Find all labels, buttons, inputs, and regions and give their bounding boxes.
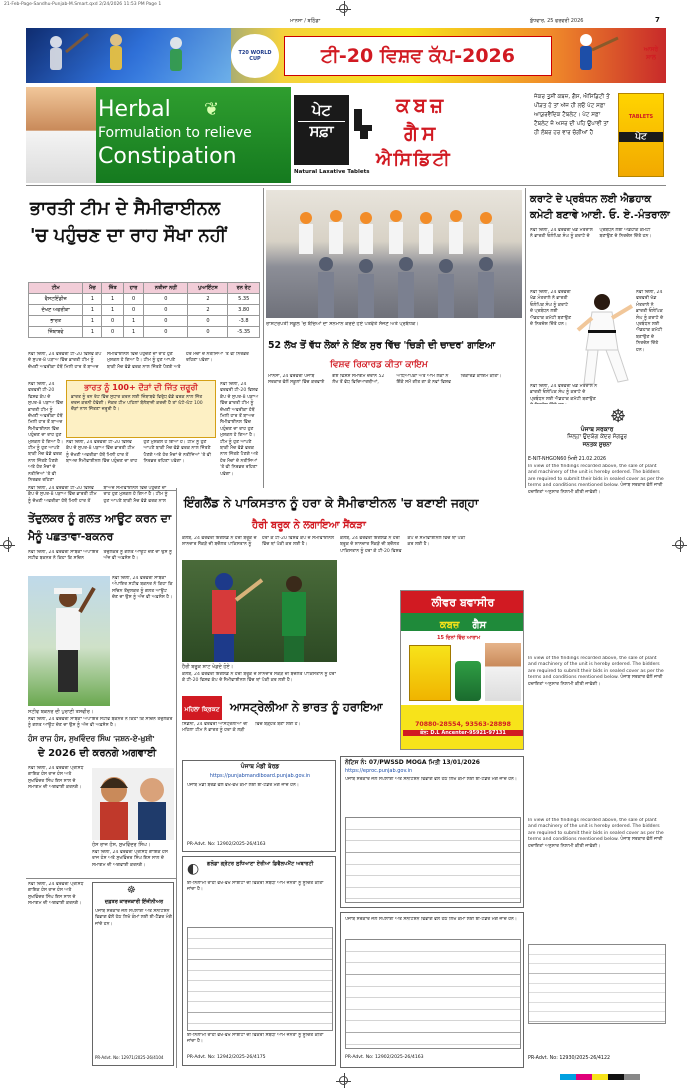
table-cell: 0 (123, 305, 144, 316)
story3-headline-2: ਕਮੇਟੀ ਬਣਾਵੇ ਆਈ. ਓ. ਏ.-ਮੰਤਰਾਲਾ (530, 210, 670, 221)
umpire-icon (28, 576, 110, 706)
cricket-batsman-icon (556, 28, 636, 83)
tender-rb-body: ਪੰਜਾਬ ਸਰਕਾਰ ਜਲ ਸਪਲਾਈ ਅਤੇ ਸੈਨੀਟੇਸ਼ਨ ਵਿਭਾਗ ਵੱਲੋਂ ਹੇਠ ਲਿਖੇ ਕੰਮਾਂ ਲਈ ਈ-ਟੈਂਡਰ ਮੰਗੇ ਜਾਂਦੇ ਹਨ। (345, 917, 518, 922)
color-bar (560, 1074, 640, 1080)
story5-sub: ਹੈਰੀ ਬਰੂਕ ਨੇ ਲਗਾਇਆ ਸੈਂਕੜਾ (252, 520, 366, 531)
tender-mid-url: https://punjabmandiboard.punjab.gov.in (209, 773, 311, 779)
piles-sub-bar (401, 613, 524, 631)
story1-sub-box (66, 380, 216, 438)
small-tender-box (92, 882, 174, 1066)
story5-body: ਕੋਲੰਬੋ, 24 ਫਰਵਰੀ ਇੰਗਲੈਂਡ ਨੇ ਹੈਰੀ ਬਰੂਕ ਦੇ ਸ਼ਾਨਦਾਰ ਸੈਂਕੜੇ ਦੀ ਬਦੌਲਤ ਪਾਕਿਸਤਾਨ ਨੂੰ ਹਰਾ ਕੇ ਟੀ-20 ਵਿਸ਼ਵ ਕੱਪ ਦੇ ਸੈਮੀਫਾਈਨਲ ਵਿੱਚ ਥਾਂ ਪੱਕੀ ਕਰ ਲਈ ਹੈ। (182, 536, 335, 548)
registration-mark-left (3, 540, 12, 549)
story1-body-right: ਨਵੀਂ ਦਿੱਲੀ, 24 ਫਰਵਰੀ ਟੀ-20 ਵਿਸ਼ਵ ਕੱਪ ਦੇ ਸੁਪਰ-8 ਪੜਾਅ ਵਿੱਚ ਭਾਰਤੀ ਟੀਮ ਨੂੰ ਦੱਖਣੀ ਅਫਰੀਕਾ ਹੱਥੋਂ ਮਿਲੀ ਹਾਰ ਤੋਂ ਬਾਅਦ ਸੈਮੀਫਾਈਨਲ ਵਿੱਚ ਪਹੁੰਚਣ ਦਾ ਰਾਹ ਹੁਣ ਮੁਸ਼ਕਲ ਹੋ ਗਿਆ ਹੈ। ਟੀਮ ਨੂੰ ਹੁਣ ਆਪਣੇ ਬਾਕੀ ਮੈਚ ਵੱਡੇ ਫਰਕ ਨਾਲ ਜਿੱਤਣੇ ਪੈਣਗੇ ਅਤੇ ਹੋਰ ਮੈਚਾਂ ਦੇ ਨਤੀਜਿਆਂ 'ਤੇ ਵੀ ਨਿਰਭਰ ਰਹਿਣਾ ਪਵੇਗਾ। (220, 382, 259, 477)
herbal-right-text: ਜੇਕਰ ਤੁਸੀਂ ਕਬਜ਼, ਗੈਸ, ਐਸਿਡਿਟੀ ਤੋਂ ਪੀੜਤ ਹੋ ਤਾਂ ਅੱਜ ਹੀ ਲਓ ਪੇਟ ਸਫ਼ਾ ਆਯੁਰਵੈਦਿਕ ਟੈਬਲੇਟ। ਪੇਟ ਸਫ਼ਾ ਟੈਬਲੇਟ ਜ਼ੋ ਅਸਰ ਦੀ ਪਹਿ ਉਪਾਵੀ ਤਾਂ ਹੀ ਲੰਬਰ ਹਰ ਵਾਰ ਚੰਗੀਆਂ ਹੈ (534, 94, 610, 136)
page-number: 7 (655, 16, 660, 24)
story6-headline: ਆਸਟ੍ਰੇਲੀਆ ਨੇ ਭਾਰਤ ਨੂੰ ਹਰਾਇਆ (230, 700, 383, 714)
piles-phone: 70880-28554, 93563-28898 (415, 721, 511, 728)
page-city: ਮਾਨਸਾ / ਬਠਿੰਡਾ (290, 18, 321, 24)
table-header: ਪੁਆਇੰਟਸ (188, 283, 228, 294)
tender-top-ref: ਨੋਟਿਸ ਨੰ: 07/PWSSD MOGA ਮਿਤੀ 13/01/2026 (345, 759, 480, 766)
small-tender-title: ਦਫ਼ਤਰ ਕਾਰਜਕਾਰੀ ਇੰਜੀਨੀਅਰ (104, 899, 164, 905)
rule-story7 (26, 878, 176, 879)
story5-body-mid: ਕੋਲੰਬੋ, 24 ਫਰਵਰੀ ਇੰਗਲੈਂਡ ਨੇ ਹੈਰੀ ਬਰੂਕ ਦੇ ਸ਼ਾਨਦਾਰ ਸੈਂਕੜੇ ਦੀ ਬਦੌਲਤ ਪਾਕਿਸਤਾਨ ਨੂੰ ਹਰਾ ਕੇ ਟੀ-20 ਵਿਸ਼ਵ ਕੱਪ ਦੇ ਸੈਮੀਫਾਈਨਲ ਵਿੱਚ ਥਾਂ ਪੱਕੀ ਕਰ ਲਈ ਹੈ। (182, 672, 336, 684)
product-pack (618, 93, 664, 177)
singers-caption: ਹੰਸ ਰਾਜ ਹੰਸ, ਸੁਖਵਿੰਦਰ ਸਿੰਘ। (92, 842, 151, 848)
pack-brand: ਪੇਟ (619, 132, 663, 142)
story5-headline: ਇੰਗਲੈਂਡ ਨੇ ਪਾਕਿਸਤਾਨ ਨੂੰ ਹਰਾ ਕੇ ਸੈਮੀਫਾਈਨਲ 'ਚ ਬਣਾਈ ਜਗ੍ਹਾ (184, 496, 479, 510)
story3-body-left: ਨਵੀਂ ਦਿੱਲੀ, 24 ਫਰਵਰੀ ਖੇਡ ਮੰਤਰਾਲੇ ਨੇ ਭਾਰਤੀ ਓਲੰਪਿਕ ਸੰਘ ਨੂੰ ਕਰਾਟੇ ਦੇ ਪ੍ਰਬੰਧਨ ਲਈ ਐਡਹਾਕ ਕਮੇਟੀ ਬਣਾਉਣ ਦੇ ਨਿਰਦੇਸ਼ ਦਿੱਤੇ ਹਨ। (530, 290, 572, 328)
herbal-line1: Herbal (98, 97, 171, 122)
table-cell: -5.35 (228, 327, 260, 338)
story7-body-right: ਨਵੀਂ ਦਿੱਲੀ, 24 ਫਰਵਰੀ ਪ੍ਰਸਿੱਧ ਗਾਇਕ ਹੰਸ ਰਾਜ ਹੰਸ ਅਤੇ ਸੁਖਵਿੰਦਰ ਸਿੰਘ ਇਸ ਸਾਲ ਦੇ ਸਮਾਗਮ ਦੀ ਅਗਵਾਈ ਕਰਨਗੇ। (92, 850, 168, 868)
cricket-players-photo-icon (182, 560, 337, 662)
story2-headline: 52 ਲੱਖ ਤੋਂ ਵੱਧ ਲੋਕਾਂ ਨੇ ਇੱਕ ਸੁਰ ਵਿੱਚ 'ਚਿੜੀ ਦੀ ਚਾਦਰ' ਗਾਇਆ (268, 340, 495, 351)
brand-sub: Natural Laxative Tablets (294, 169, 370, 175)
school-photo (266, 190, 522, 318)
small-tender-pr: PR-Advt. No: 12971/2025-26/4104 (95, 1055, 164, 1060)
t20-logo-text: T20 WORLD CUP (238, 50, 272, 62)
herbal-ad (26, 87, 666, 183)
table-cell: ਵੈਸਟਇੰਡੀਜ਼ (29, 294, 83, 305)
emblem-icon: ☸ (127, 885, 136, 896)
story6-label-box (182, 696, 222, 720)
rule-v3 (176, 488, 177, 1068)
table-header: ਮੈਚ (83, 283, 102, 294)
story5-body-right: ਕੋਲੰਬੋ, 24 ਫਰਵਰੀ ਇੰਗਲੈਂਡ ਨੇ ਹੈਰੀ ਬਰੂਕ ਦੇ ਸ਼ਾਨਦਾਰ ਸੈਂਕੜੇ ਦੀ ਬਦੌਲਤ ਪਾਕਿਸਤਾਨ ਨੂੰ ਹਰਾ ਕੇ ਟੀ-20 ਵਿਸ਼ਵ ਕੱਪ ਦੇ ਸੈਮੀਫਾਈਨਲ ਵਿੱਚ ਥਾਂ ਪੱਕੀ ਕਰ ਲਈ ਹੈ। (340, 536, 466, 554)
story2-body: ਮਾਨਸਾ, 24 ਫਰਵਰੀ ਪੰਜਾਬ ਸਰਕਾਰ ਵੱਲੋਂ ਸਕੂਲਾਂ ਵਿੱਚ ਕਰਵਾਏ ਗਏ ਵਿਸ਼ੇਸ਼ ਸਮਾਗਮ ਦੌਰਾਨ 52 ਲੱਖ ਤੋਂ ਵੱਧ ਵਿਦਿਆਰਥੀਆਂ, ਅਧਿਆਪਕਾਂ ਅਤੇ ਆਮ ਲੋਕਾਂ ਨੇ ਇੱਕੋ ਸਮੇਂ ਗੀਤ ਗਾ ਕੇ ਨਵਾਂ ਵਿਸ਼ਵ ਰਿਕਾਰਡ ਕਾਇਮ ਕੀਤਾ। (268, 374, 502, 386)
cricket-players-icon (26, 28, 231, 83)
tender-top (340, 756, 524, 908)
table-row (29, 294, 260, 305)
story3-headline-1: ਕਰਾਟੇ ਦੇ ਪ੍ਰਬੰਧਨ ਲਈ ਐਡਹਾਕ (530, 194, 652, 205)
story3-body-right: ਨਵੀਂ ਦਿੱਲੀ, 24 ਫਰਵਰੀ ਖੇਡ ਮੰਤਰਾਲੇ ਨੇ ਭਾਰਤੀ ਓਲੰਪਿਕ ਸੰਘ ਨੂੰ ਕਰਾਟੇ ਦੇ ਪ੍ਰਬੰਧਨ ਲਈ ਐਡਹਾਕ ਕਮੇਟੀ ਬਣਾਉਣ ਦੇ ਨਿਰਦੇਸ਼ ਦਿੱਤੇ ਹਨ। (636, 290, 664, 353)
story4-body: ਨਵੀਂ ਦਿੱਲੀ, 24 ਫਰਵਰੀ ਸਾਬਕਾ ਅੰਪਾਇਰ ਸਟੀਵ ਬਕਨਰ ਨੇ ਕਿਹਾ ਕਿ ਸਚਿਨ ਤੇਂਦੁਲਕਰ ਨੂੰ ਗਲਤ ਆਊਟ ਦੇਣ ਦਾ ਉਸ ਨੂੰ ਅੱਜ ਵੀ ਅਫ਼ਸੋਸ ਹੈ। (28, 550, 173, 562)
tender-bottom-body-2: ਈ-ਨਿਲਾਮੀ ਰਾਹੀਂ ਵੱਖ-ਵੱਖ ਸਾਈਟਾਂ ਦੀ ਵਿਕਰੀ ਸਬੰਧੀ ਆਮ ਜਨਤਾ ਨੂੰ ਸੂਚਿਤ ਕੀਤਾ ਜਾਂਦਾ ਹੈ। (187, 1033, 324, 1045)
product-box-photo (409, 645, 451, 701)
piles-sub-1: ਕਬਜ਼ (439, 620, 460, 631)
tender-top-url: https://eproc.punjab.gov.in (345, 768, 413, 774)
table-cell: 1 (83, 305, 102, 316)
cricket-match-photo (182, 560, 337, 662)
tender-mid (182, 760, 336, 852)
table-cell: 1 (102, 305, 123, 316)
word-3: ਐਸਿਡਿਟੀ (376, 149, 452, 170)
story1-headline-1: ਭਾਰਤੀ ਟੀਮ ਦੇ ਸੈਮੀਫਾਈਨਲ (30, 198, 221, 219)
tender-right-bottom (340, 912, 524, 1068)
story6-label: ਮਹਿਲਾ ਕ੍ਰਿਕਟ (184, 706, 220, 713)
doctor-photo (485, 643, 521, 701)
table-header: ਨਤੀਜਾ ਨਹੀਂ (144, 283, 188, 294)
umpire-photo (28, 576, 110, 706)
tender-bottom-body: ਈ-ਨਿਲਾਮੀ ਰਾਹੀਂ ਵੱਖ-ਵੱਖ ਸਾਈਟਾਂ ਦੀ ਵਿਕਰੀ ਸਬੰਧੀ ਆਮ ਜਨਤਾ ਨੂੰ ਸੂਚਿਤ ਕੀਤਾ ਜਾਂਦਾ ਹੈ। (187, 881, 324, 893)
table-cell: 1 (83, 327, 102, 338)
table-cell: 0 (144, 305, 188, 316)
rule-top (26, 185, 666, 186)
notice-body: In view of the findings recorded above, the sale of plant and machinery of the unit is hereby ordered. The bidders are required to submit their bids in sealed cover as per the terms and conditions mentioned below. ਪੰਜਾਬ ਸਰਕਾਰ ਵੱਲੋਂ ਜਾਰੀ ਹਦਾਇਤਾਂ ਅਨੁਸਾਰ ਨਿਲਾਮੀ ਕੀਤੀ ਜਾਵੇਗੀ। (528, 464, 664, 495)
table-cell: 0 (102, 316, 123, 327)
table-header-row (29, 283, 260, 294)
story7-body-lower: ਨਵੀਂ ਦਿੱਲੀ, 24 ਫਰਵਰੀ ਪ੍ਰਸਿੱਧ ਗਾਇਕ ਹੰਸ ਰਾਜ ਹੰਸ ਅਤੇ ਸੁਖਵਿੰਦਰ ਸਿੰਘ ਇਸ ਸਾਲ ਦੇ ਸਮਾਗਮ ਦੀ ਅਗਵਾਈ ਕਰਨਗੇ। (28, 882, 84, 907)
piles-phone-bar (401, 705, 524, 750)
story7-body: ਨਵੀਂ ਦਿੱਲੀ, 24 ਫਰਵਰੀ ਪ੍ਰਸਿੱਧ ਗਾਇਕ ਹੰਸ ਰਾਜ ਹੰਸ ਅਤੇ ਸੁਖਵਿੰਦਰ ਸਿੰਘ ਇਸ ਸਾਲ ਦੇ ਸਮਾਗਮ ਦੀ ਅਗਵਾਈ ਕਰਨਗੇ। (28, 766, 84, 791)
piles-note: 15 ਦਿਨਾਂ ਵਿੱਚ ਆਰਾਮ (437, 635, 481, 641)
story1-sub-headline: ਭਾਰਤ ਨੂੰ 100+ ਦੌੜਾਂ ਦੀ ਜਿੱਤ ਜ਼ਰੂਰੀ (84, 383, 198, 392)
table-cell: 1 (102, 294, 123, 305)
player-silhouettes-right (556, 28, 636, 83)
table-cell: 0 (144, 316, 188, 327)
story4-body-lower: ਨਵੀਂ ਦਿੱਲੀ, 24 ਫਰਵਰੀ ਸਾਬਕਾ ਅੰਪਾਇਰ ਸਟੀਵ ਬਕਨਰ ਨੇ ਕਿਹਾ ਕਿ ਸਚਿਨ ਤੇਂਦੁਲਕਰ ਨੂੰ ਗਲਤ ਆਊਟ ਦੇਣ ਦਾ ਉਸ ਨੂੰ ਅੱਜ ਵੀ ਅਫ਼ਸੋਸ ਹੈ। (28, 717, 173, 729)
registration-mark-top (339, 4, 348, 13)
brand-top: ਪੇਟ (311, 101, 332, 119)
table-cell: 1 (123, 327, 144, 338)
glada-logo-icon: ◐ (187, 861, 200, 877)
story3-body: ਨਵੀਂ ਦਿੱਲੀ, 24 ਫਰਵਰੀ ਖੇਡ ਮੰਤਰਾਲੇ ਨੇ ਭਾਰਤੀ ਓਲੰਪਿਕ ਸੰਘ ਨੂੰ ਕਰਾਟੇ ਦੇ ਪ੍ਰਬੰਧਨ ਲਈ ਐਡਹਾਕ ਕਮੇਟੀ ਬਣਾਉਣ ਦੇ ਨਿਰਦੇਸ਼ ਦਿੱਤੇ ਹਨ। (530, 228, 652, 240)
notice-org-3: ਜਨਤਕ ਸੂਚਨਾ (582, 442, 612, 448)
tender-bottom-pr: PR-Advt. No: 12942/2025-26/4175 (187, 1055, 266, 1060)
table-row (29, 327, 260, 338)
table-cell: 0 (188, 327, 228, 338)
story4-body-right: ਨਵੀਂ ਦਿੱਲੀ, 24 ਫਰਵਰੀ ਸਾਬਕਾ ਅੰਪਾਇਰ ਸਟੀਵ ਬਕਨਰ ਨੇ ਕਿਹਾ ਕਿ ਸਚਿਨ ਤੇਂਦੁਲਕਰ ਨੂੰ ਗਲਤ ਆਊਟ ਦੇਣ ਦਾ ਉਸ ਨੂੰ ਅੱਜ ਵੀ ਅਫ਼ਸੋਸ ਹੈ। (112, 576, 173, 601)
table-cell: 0 (188, 316, 228, 327)
word-2: ਗੈਸ (404, 121, 440, 145)
tender-mid-body: ਪੰਜਾਬ ਮੰਡੀ ਬੋਰਡ ਵੱਲੋਂ ਵੱਖ-ਵੱਖ ਕੰਮਾਂ ਲਈ ਈ-ਟੈਂਡਰ ਮੰਗੇ ਜਾਂਦੇ ਹਨ। (187, 783, 299, 788)
banner-title-box (284, 36, 552, 76)
piles-title: ਲੀਵਰ ਬਵਾਸੀਰ (431, 596, 495, 609)
table-cell: -3.8 (228, 316, 260, 327)
table-cell: 5.35 (228, 294, 260, 305)
notice-ref: E-NIT-NHGON60 ਮਿਤੀ 21.02.2026 (528, 457, 607, 462)
story1-sub-body: ਭਾਰਤ ਨੂੰ ਰਨ ਰੇਟ ਵਿੱਚ ਸੁਧਾਰ ਕਰਨ ਲਈ ਜ਼ਿੰਬਾਬਵੇ ਵਿਰੁੱਧ ਵੱਡੇ ਫਰਕ ਨਾਲ ਜਿੱਤ ਦਰਜ ਕਰਨੀ ਹੋਵੇਗੀ। ਜੇਕਰ ਟੀਮ ਪਹਿਲਾਂ ਬੱਲੇਬਾਜ਼ੀ ਕਰਦੀ ਹੈ ਤਾਂ ਘੱਟੋ-ਘੱਟ 100 ਦੌੜਾਂ ਨਾਲ ਜਿੱਤਣਾ ਜ਼ਰੂਰੀ ਹੈ। (71, 395, 203, 413)
brand-bottom: ਸਫ਼ਾ (298, 121, 345, 140)
word-1: ਕਬਜ਼ (396, 93, 448, 117)
table-cell: 0 (123, 294, 144, 305)
rule-v1 (263, 188, 264, 488)
group-people-icon (266, 190, 522, 318)
story4-headline: ਤੇਂਦੁਲਕਰ ਨੂੰ ਗਲਤ ਆਊਟ ਕਰਨ ਦਾ ਮੈਨੂੰ ਪਛਤਾਵਾ-ਬਕਨਰ (28, 512, 172, 543)
toilet-icon (352, 107, 372, 141)
story2-sub: ਵਿਸ਼ਵ ਰਿਕਾਰਡ ਕੀਤਾ ਕਾਇਮ (330, 360, 428, 370)
story7-headline-1: ਹੰਸ ਰਾਜ ਹੰਸ, ਸੁਖਵਿੰਦਰ ਸਿੰਘ 'ਜਸ਼ਨ-ਏ-ਖ਼ੁਸ਼ੀ' (28, 734, 155, 743)
cricket-photo-caption: ਹੈਰੀ ਬਰੂਕ ਸ਼ਾਟ ਖੇਡਦੇ ਹੋਏ। (182, 664, 234, 670)
table-header: ਜਿੱਤ (102, 283, 123, 294)
banner-title: ਟੀ-20 ਵਿਸ਼ਵ ਕੱਪ-2026 (321, 45, 515, 67)
piles-ad (400, 590, 524, 750)
singers-icon (92, 768, 174, 840)
piles-email: ਕੋਨ: D.L Ancenter-95921-97131 (403, 730, 523, 736)
piles-title-bar (401, 591, 524, 613)
tender-top-table (345, 817, 521, 903)
story1-body: ਨਵੀਂ ਦਿੱਲੀ, 24 ਫਰਵਰੀ ਟੀ-20 ਵਿਸ਼ਵ ਕੱਪ ਦੇ ਸੁਪਰ-8 ਪੜਾਅ ਵਿੱਚ ਭਾਰਤੀ ਟੀਮ ਨੂੰ ਦੱਖਣੀ ਅਫਰੀਕਾ ਹੱਥੋਂ ਮਿਲੀ ਹਾਰ ਤੋਂ ਬਾਅਦ ਸੈਮੀਫਾਈਨਲ ਵਿੱਚ ਪਹੁੰਚਣ ਦਾ ਰਾਹ ਹੁਣ ਮੁਸ਼ਕਲ ਹੋ ਗਿਆ ਹੈ। ਟੀਮ ਨੂੰ ਹੁਣ ਆਪਣੇ ਬਾਕੀ ਮੈਚ ਵੱਡੇ ਫਰਕ ਨਾਲ ਜਿੱਤਣੇ ਪੈਣਗੇ ਅਤੇ ਹੋਰ ਮੈਚਾਂ ਦੇ ਨਤੀਜਿਆਂ 'ਤੇ ਵੀ ਨਿਰਭਰ ਰਹਿਣਾ ਪਵੇਗਾ। (28, 352, 249, 370)
herbal-line3: Constipation (98, 144, 237, 169)
tender-rb-pr: PR-Advt. No: 12902/2025-26/4163 (345, 1055, 424, 1060)
table-header: ਰਨ ਰੇਟ (228, 283, 260, 294)
table-cell: 1 (83, 294, 102, 305)
tender-top-body: ਪੰਜਾਬ ਸਰਕਾਰ ਜਲ ਸਪਲਾਈ ਅਤੇ ਸੈਨੀਟੇਸ਼ਨ ਵਿਭਾਗ ਵੱਲੋਂ ਹੇਠ ਲਿਖੇ ਕੰਮਾਂ ਲਈ ਈ-ਟੈਂਡਰ ਮੰਗੇ ਜਾਂਦੇ ਹਨ। (345, 777, 518, 782)
herbal-line2: Formulation to relieve (98, 125, 252, 141)
table-cell: 1 (83, 316, 102, 327)
product-jars-photo (455, 661, 481, 701)
table-cell: 0 (144, 327, 188, 338)
tender-bottom-table (187, 927, 333, 1031)
tender-mid-pr: PR-Advt. No: 12902/2025-26/4163 (187, 842, 266, 847)
table-cell: ਭਾਰਤ (29, 316, 83, 327)
t20-logo (231, 34, 279, 78)
registration-mark-right (675, 540, 684, 549)
story3-body-lower: ਨਵੀਂ ਦਿੱਲੀ, 24 ਫਰਵਰੀ ਖੇਡ ਮੰਤਰਾਲੇ ਨੇ ਭਾਰਤੀ ਓਲੰਪਿਕ ਸੰਘ ਨੂੰ ਕਰਾਟੇ ਦੇ ਪ੍ਰਬੰਧਨ ਲਈ ਐਡਹਾਕ ਕਮੇਟੀ ਬਣਾਉਣ (530, 384, 598, 402)
notice-org-1: ਪੰਜਾਬ ਸਰਕਾਰ (580, 426, 614, 433)
piles-sub-2: ਗੈਸ (472, 620, 487, 631)
table-cell: ਦੱਖਣ ਅਫਰੀਕਾ (29, 305, 83, 316)
table-header: ਹਾਰ (123, 283, 144, 294)
notice-pr-adv: PR-Advt. No: 12930/2025-26/4122 (528, 1056, 611, 1061)
singers-photo (92, 768, 174, 840)
table-row (29, 316, 260, 327)
table-cell: 2 (188, 294, 228, 305)
table-header: ਟੀਮ (29, 283, 83, 294)
story6-body: ਸਿਡਨੀ, 24 ਫਰਵਰੀ ਆਸਟ੍ਰੇਲੀਆ ਦੀ ਮਹਿਲਾ ਟੀਮ ਨੇ ਭਾਰਤ ਨੂੰ ਹਰਾ ਕੇ ਲੜੀ ਵਿੱਚ ਬੜ੍ਹਤ ਬਣਾ ਲਈ ਹੈ। (182, 722, 301, 734)
story1-headline-2: 'ਚ ਪਹੁੰਚਣ ਦਾ ਰਾਹ ਸੌਖਾ ਨਹੀਂ (30, 225, 227, 246)
banner-side-label: ਆਸਰੇ ਸਾਲ (643, 46, 659, 61)
story7-headline-2: ਦੇ 2026 ਦੀ ਕਰਨਗੇ ਅਗਵਾਈ (38, 748, 157, 759)
slug-line: 21-Feb-Page-Sandhu-Punjab-M.Smart.qxd 2/24/2026 11:53 PM Page 1 (4, 2, 162, 7)
table-row (29, 305, 260, 316)
story1-body-left: ਨਵੀਂ ਦਿੱਲੀ, 24 ਫਰਵਰੀ ਟੀ-20 ਵਿਸ਼ਵ ਕੱਪ ਦੇ ਸੁਪਰ-8 ਪੜਾਅ ਵਿੱਚ ਭਾਰਤੀ ਟੀਮ ਨੂੰ ਦੱਖਣੀ ਅਫਰੀਕਾ ਹੱਥੋਂ ਮਿਲੀ ਹਾਰ ਤੋਂ ਬਾਅਦ ਸੈਮੀਫਾਈਨਲ ਵਿੱਚ ਪਹੁੰਚਣ ਦਾ ਰਾਹ ਹੁਣ ਮੁਸ਼ਕਲ ਹੋ ਗਿਆ ਹੈ। ਟੀਮ ਨੂੰ ਹੁਣ ਆਪਣੇ ਬਾਕੀ ਮੈਚ ਵੱਡੇ ਫਰਕ ਨਾਲ ਜਿੱਤਣੇ ਪੈਣਗੇ ਅਤੇ ਹੋਰ ਮੈਚਾਂ ਦੇ ਨਤੀਜਿਆਂ 'ਤੇ ਵੀ ਨਿਰਭਰ ਰਹਿਣਾ (28, 382, 64, 484)
public-notice (528, 404, 666, 1068)
school-photo-caption: ਰਾਸ਼ਟਰਪਤੀ ਸਕੂਲ 'ਚ ਬੱਚਿਆਂ ਦਾ ਸਨਮਾਨ ਕਰਦੇ ਹੋਏ ਪਤਵੰਤੇ ਸੱਜਣ ਅਤੇ ਪ੍ਰਬੰਧਕ। (266, 321, 419, 327)
notice-body-3: In view of the findings recorded above, the sale of plant and machinery of the unit is hereby ordered. The bidders are required to submit their bids in sealed cover as per the terms and conditions mentioned below. ਪੰਜਾਬ ਸਰਕਾਰ ਵੱਲੋਂ ਜਾਰੀ ਹਦਾਇਤਾਂ ਅਨੁਸਾਰ ਨਿਲਾਮੀ ਕੀਤੀ ਜਾਵੇਗੀ। (528, 818, 664, 849)
leaf-icon: ❦ (204, 99, 220, 120)
story1-continued: ਨਵੀਂ ਦਿੱਲੀ, 24 ਫਰਵਰੀ ਟੀ-20 ਵਿਸ਼ਵ ਕੱਪ ਦੇ ਸੁਪਰ-8 ਪੜਾਅ ਵਿੱਚ ਭਾਰਤੀ ਟੀਮ ਨੂੰ ਦੱਖਣੀ ਅਫਰੀਕਾ ਹੱਥੋਂ ਮਿਲੀ ਹਾਰ ਤੋਂ ਬਾਅਦ ਸੈਮੀਫਾਈਨਲ ਵਿੱਚ ਪਹੁੰਚਣ ਦਾ ਰਾਹ ਹੁਣ ਮੁਸ਼ਕਲ ਹੋ ਗਿਆ ਹੈ। ਟੀਮ ਨੂੰ ਹੁਣ ਆਪਣੇ ਬਾਕੀ ਮੈਚ ਵੱਡੇ ਫਰਕ ਨਾਲ (28, 486, 168, 504)
table-cell: 0 (144, 294, 188, 305)
registration-mark-bottom (339, 1076, 348, 1085)
standings-table (28, 282, 260, 338)
notice-org-2: ਜ਼ਿਲ੍ਹਾ ਉਦਯੋਗ ਕੇਂਦਰ ਸੰਗਰੂਰ (567, 434, 627, 440)
notice-body-2: In view of the findings recorded above, the sale of plant and machinery of the unit is hereby ordered. The bidders are required to submit their bids in sealed cover as per the terms and conditions mentioned below. ਪੰਜਾਬ ਸਰਕਾਰ ਵੱਲੋਂ ਜਾਰੀ ਹਦਾਇਤਾਂ ਅਨੁਸਾਰ ਨਿਲਾਮੀ ਕੀਤੀ ਜਾਵੇਗੀ। (528, 656, 664, 687)
table-cell: 0 (102, 327, 123, 338)
table-cell: 2 (188, 305, 228, 316)
t20-banner (26, 28, 666, 83)
karate-player-photo (574, 290, 634, 386)
tender-bottom (182, 856, 336, 1066)
pack-label: TABLETS (628, 114, 654, 120)
table-cell: 1 (123, 316, 144, 327)
tender-bottom-org: ਗਲੋਡਾ ਗ੍ਰੇਟਰ ਲੁਧਿਆਣਾ ਏਰੀਆ ਡਿਵੈਲਪਮੈਂਟ ਅਥਾਰਟੀ (207, 861, 314, 867)
brand-box (294, 95, 349, 165)
rule-v2 (525, 188, 526, 488)
umpire-caption: ਸਟੀਵ ਬਕਨਰ ਦੀ ਪੁਰਾਣੀ ਤਸਵੀਰ। (28, 709, 94, 715)
table-cell: ਜ਼ਿੰਬਾਬਵੇ (29, 327, 83, 338)
player-silhouettes-left (26, 28, 231, 83)
story1-body-lower: ਨਵੀਂ ਦਿੱਲੀ, 24 ਫਰਵਰੀ ਟੀ-20 ਵਿਸ਼ਵ ਕੱਪ ਦੇ ਸੁਪਰ-8 ਪੜਾਅ ਵਿੱਚ ਭਾਰਤੀ ਟੀਮ ਨੂੰ ਦੱਖਣੀ ਅਫਰੀਕਾ ਹੱਥੋਂ ਮਿਲੀ ਹਾਰ ਤੋਂ ਬਾਅਦ ਸੈਮੀਫਾਈਨਲ ਵਿੱਚ ਪਹੁੰਚਣ ਦਾ ਰਾਹ ਹੁਣ ਮੁਸ਼ਕਲ ਹੋ ਗਿਆ ਹੈ। ਟੀਮ ਨੂੰ ਹੁਣ ਆਪਣੇ ਬਾਕੀ ਮੈਚ ਵੱਡੇ ਫਰਕ ਨਾਲ ਜਿੱਤਣੇ ਪੈਣਗੇ ਅਤੇ ਹੋਰ ਮੈਚਾਂ ਦੇ ਨਤੀਜਿਆਂ 'ਤੇ ਵੀ ਨਿਰਭਰ ਰਹਿਣਾ ਪਵੇਗਾ। (66, 440, 212, 465)
model-photo (26, 87, 96, 183)
table-cell: 3.80 (228, 305, 260, 316)
tender-mid-org: ਪੰਜਾਬ ਮੰਡੀ ਬੋਰਡ (240, 763, 280, 770)
small-tender-body: ਪੰਜਾਬ ਸਰਕਾਰ ਜਲ ਸਪਲਾਈ ਅਤੇ ਸੈਨੀਟੇਸ਼ਨ ਵਿਭਾਗ ਵੱਲੋਂ ਹੇਠ ਲਿਖੇ ਕੰਮਾਂ ਲਈ ਈ-ਟੈਂਡਰ ਮੰਗੇ ਜਾਂਦੇ ਹਨ। (95, 909, 172, 927)
page-date: ਬੁੱਧਵਾਰ, 25 ਫਰਵਰੀ 2026 (530, 18, 584, 24)
notice-table (528, 944, 666, 1024)
punjab-emblem-icon: ☸ (610, 406, 627, 427)
tender-rb-table (345, 939, 521, 1049)
